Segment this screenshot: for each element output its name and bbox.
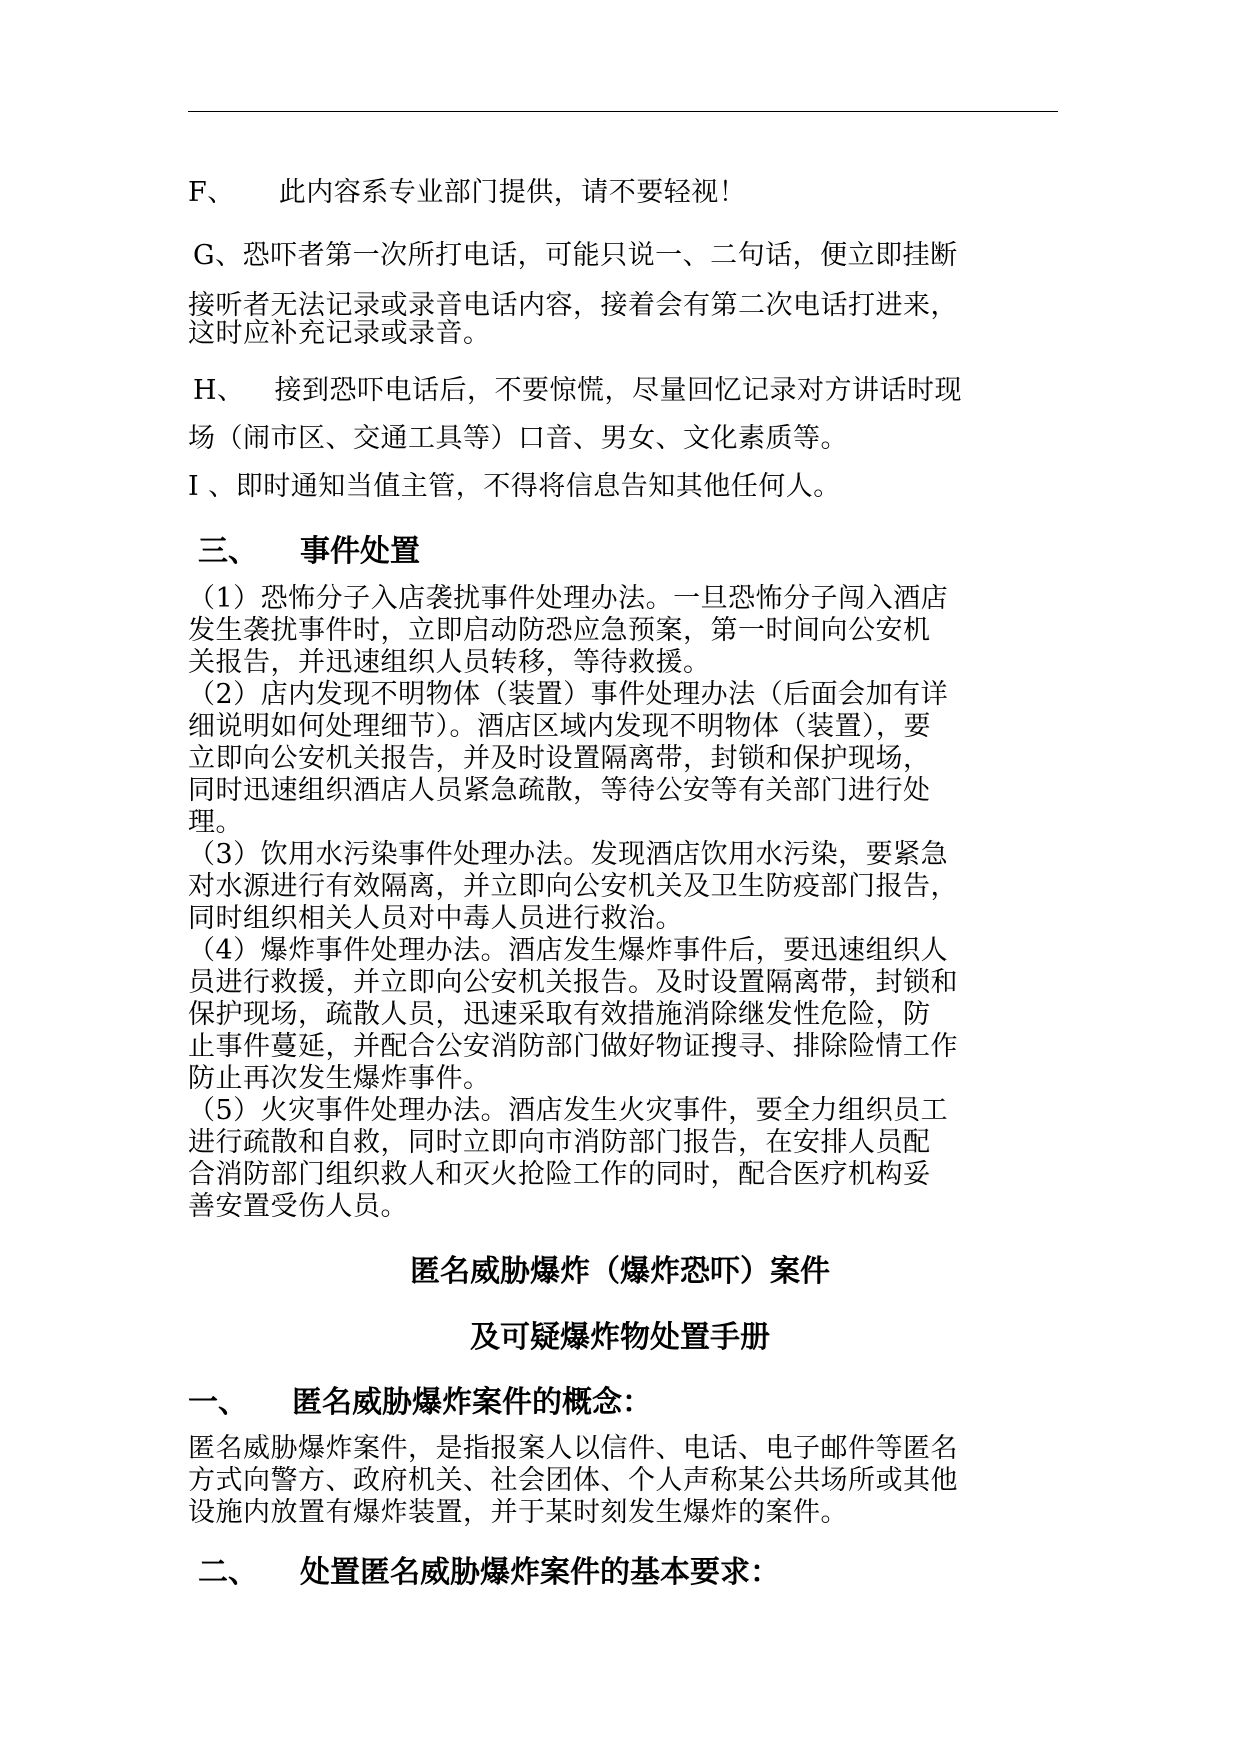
note-g-line2: 接听者无法记录或录音电话内容，接着会有第二次电话打进来，: [188, 290, 958, 321]
section3-line: 善安置受伤人员。: [188, 1191, 408, 1222]
note-f-text: 此内容系专业部门提供，请不要轻视！: [278, 177, 747, 208]
part1-line: 匿名威胁爆炸案件，是指报案人以信件、电话、电子邮件等匿名: [188, 1433, 958, 1464]
part2-number: 二、: [198, 1555, 258, 1590]
manual-title-line2: 及可疑爆炸物处置手册: [470, 1320, 770, 1355]
section3-heading: [198, 534, 420, 570]
section3-line: （2）店内发现不明物体（装置）事件处理办法（后面会加有详: [188, 679, 949, 710]
note-h-line2: 场（闹市区、交通工具等）口音、男女、文化素质等。: [188, 423, 848, 454]
section3-line: 合消防部门组织救人和灭火抢险工作的同时，配合医疗机构妥: [188, 1159, 931, 1190]
section3-line: （3）饮用水污染事件处理办法。发现酒店饮用水污染，要紧急: [188, 839, 949, 870]
section3-line: 立即向公安机关报告，并及时设置隔离带，封锁和保护现场，: [188, 743, 931, 774]
header-rule: [188, 111, 1058, 112]
note-f: [188, 177, 746, 209]
part1-line: 方式向警方、政府机关、社会团体、个人声称某公共场所或其他: [188, 1465, 958, 1496]
section3-line: （5）火灾事件处理办法。酒店发生火灾事件，要全力组织员工: [188, 1095, 949, 1126]
section3-line: 对水源进行有效隔离，并立即向公安机关及卫生防疫部门报告，: [188, 871, 958, 902]
section3-line: 止事件蔓延，并配合公安消防部门做好物证搜寻、排除险情工作: [188, 1031, 958, 1062]
section3-title: 事件处置: [300, 534, 420, 569]
part1-number: 一、: [188, 1385, 248, 1420]
section3-line: 员进行救援，并立即向公安机关报告。及时设置隔离带，封锁和: [188, 967, 958, 998]
section3-line: 理。: [188, 807, 243, 838]
part1-line: 设施内放置有爆炸装置，并于某时刻发生爆炸的案件。: [188, 1497, 848, 1528]
section3-line: 保护现场，疏散人员，迅速采取有效措施消除继发性危险，防: [188, 999, 931, 1030]
note-h-line1: [193, 375, 962, 407]
note-g-line3: 这时应补充记录或录音。: [188, 318, 491, 349]
part2-title: 处置匿名威胁爆炸案件的基本要求：: [300, 1555, 780, 1590]
section3-line: 同时迅速组织酒店人员紧急疏散，等待公安等有关部门进行处: [188, 775, 931, 806]
section3-line: 关报告，并迅速组织人员转移，等待救援。: [188, 647, 711, 678]
section3-line: 同时组织相关人员对中毒人员进行救治。: [188, 903, 683, 934]
section3-line: 进行疏散和自救，同时立即向市消防部门报告，在安排人员配: [188, 1127, 931, 1158]
section3-line: （1）恐怖分子入店袭扰事件处理办法。一旦恐怖分子闯入酒店: [188, 583, 949, 614]
section3-line: （4）爆炸事件处理办法。酒店发生爆炸事件后，要迅速组织人: [188, 935, 949, 966]
note-f-marker: F、: [188, 177, 235, 208]
manual-title-line1: 匿名威胁爆炸（爆炸恐吓）案件: [410, 1254, 830, 1289]
section3-line: 细说明如何处理细节）。酒店区域内发现不明物体（装置），要: [188, 711, 931, 742]
section3-line: 发生袭扰事件时，立即启动防恐应急预案，第一时间向公安机: [188, 615, 931, 646]
section3-number: 三、: [198, 534, 258, 569]
note-i: I 、即时通知当值主管，不得将信息告知其他任何人。: [188, 471, 841, 502]
note-h-marker: H、: [193, 375, 245, 406]
part1-heading: [188, 1385, 652, 1421]
note-h-text: 接到恐吓电话后，不要惊慌，尽量回忆记录对方讲话时现: [274, 375, 963, 406]
note-g-line1: G、恐吓者第一次所打电话，可能只说一、二句话，便立即挂断: [193, 240, 958, 271]
section3-line: 防止再次发生爆炸事件。: [188, 1063, 491, 1094]
part1-title: 匿名威胁爆炸案件的概念：: [292, 1385, 652, 1420]
part2-heading: [198, 1555, 780, 1591]
